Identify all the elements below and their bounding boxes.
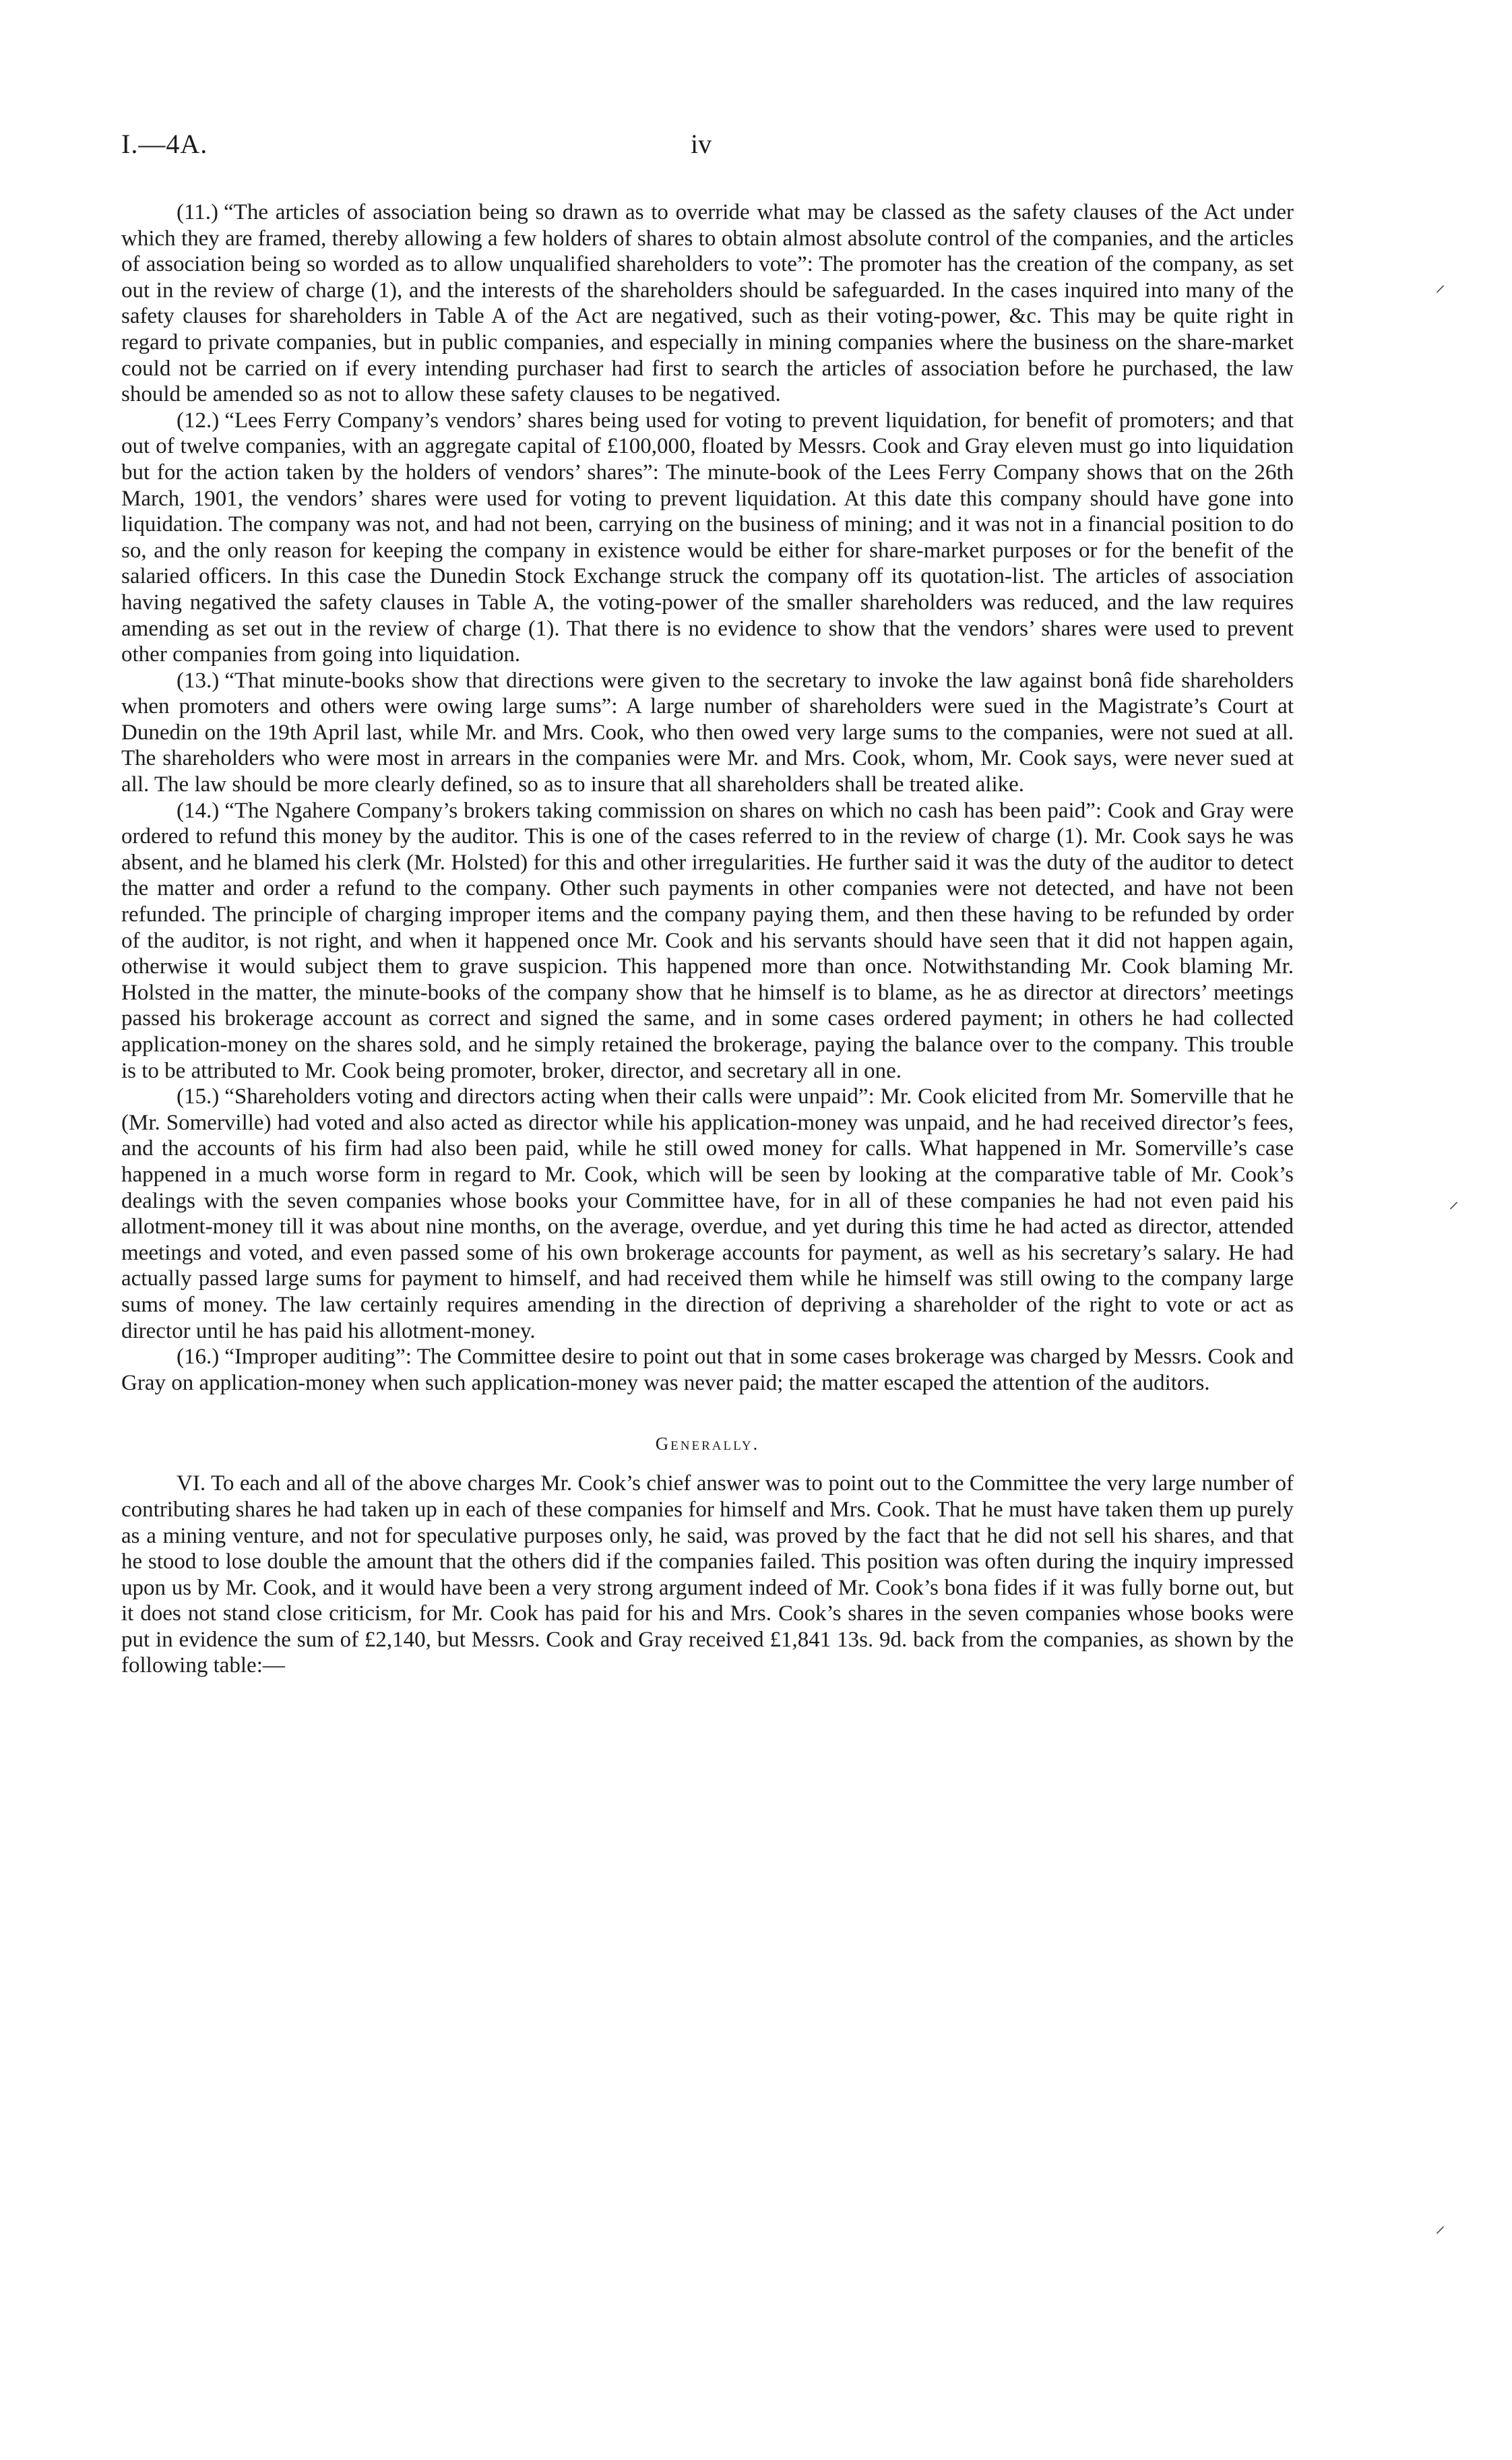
margin-mark-icon: ⸝ <box>1449 1190 1459 1213</box>
page-number: iv <box>691 129 712 159</box>
paragraph-number: (12.) <box>177 408 220 433</box>
paragraph-text: “The articles of association being so drawn as to override what may be classed as the safety clauses of the Act under which they are framed, thereby allowing a few holders of shares to obtain almost absolute control of the companies, and the articles of association being so worded as to allow unqualified shareholders to vote”: The promoter has the creation of the company, as set out in the review of charge (1), and the interests of the shareholders should be safeguarded. In the cases inquired into many of the safety clauses for shareholders in Table A of the Act are negatived, such as their voting-power, &c. This may be quite right in regard to private companies, but in public companies, and especially in mining companies where the business on the share-market could not be carried on if every intending purchaser had first to search the articles of association before he purchased, the law should be amended so as not to allow these safety clauses to be negatived. <box>121 200 1294 407</box>
paragraph-12 <box>121 408 1294 668</box>
section-text: To each and all of the above charges Mr. Cook’s chief answer was to point out to the Committee the very large number of contributing shares he had taken up in each of these companies for himself and Mrs. Cook. That he must have taken them up purely as a mining venture, and not for speculative purposes only, he said, was proved by the fact that he did not sell his shares, and that he stood to lose double the amount that the others did if the companies failed. This position was often during the inquiry impressed upon us by Mr. Cook, and it would have been a very strong argument indeed of Mr. Cook’s bona fides if it was fully borne out, but it does not stand close criticism, for Mr. Cook has paid for his and Mrs. Cook’s shares in the seven companies whose books were put in evidence the sum of £2,140, but Messrs. Cook and Gray received £1,841 13s. 9d. back from the companies, as shown by the following table:— <box>121 1471 1294 1678</box>
paragraph-14 <box>121 798 1294 1084</box>
paragraph-text: “Lees Ferry Company’s vendors’ shares being used for voting to prevent liquidation, for benefit of promoters; and that out of twelve companies, with an aggregate capital of £100,000, floated by Messrs. Cook and Gray eleven must go into liquidation but for the action taken by the holders of vendors’ shares”: The minute-book of the Lees Ferry Company shows that on the 26th March, 1901, the vendors’ shares were used for voting to prevent liquidation. At this date this company should have gone into liquidation. The company was not, and had not been, carrying on the business of mining; and it was not in a financial position to do so, and the only reason for keeping the company in existence would be either for share-market purposes or for the benefit of the salaried officers. In this case the Dunedin Stock Exchange struck the company off its quotation-list. The articles of association having negatived the safety clauses in Table A, the voting-power of the smaller shareholders was reduced, and the law requires amending as set out in the review of charge (1). That there is no evidence to show that the vendors’ shares were used to prevent other companies from going into liquidation. <box>121 408 1294 667</box>
paragraph-text: “That minute-books show that directions were given to the secretary to invoke the law against bonâ fide shareholders when promoters and others were owing large sums”: A large number of shareholders were sued in the Magistrate’s Court at Dunedin on the 19th April last, while Mr. and Mrs. Cook, who then owed very large sums to the companies, were not sued at all. The shareholders who were most in arrears in the companies were Mr. and Mrs. Cook, whom, Mr. Cook says, were never sued at all. The law should be more clearly defined, so as to insure that all shareholders shall be treated alike. <box>121 668 1294 797</box>
paragraph-text: “The Ngahere Company’s brokers taking commission on shares on which no cash has been paid”: Cook and Gray were ordered to refund this money by the auditor. This is one of the cases referred to in the review of charge (1). Mr. Cook says he was absent, and he blamed his clerk (Mr. Holsted) for this and other irregularities. He further said it was the duty of the auditor to detect the matter and order a refund to the company. Other such payments in other companies were not detected, and have not been refunded. The principle of charging improper items and the company paying them, and then these having to be refunded by order of the auditor, is not right, and when it happened once Mr. Cook and his servants should have seen that it did not happen again, otherwise it would subject them to grave suspicion. This happened more than once. Notwithstanding Mr. Cook blaming Mr. Holsted in the matter, the minute-books of the company show that he himself is to blame, as he as director at directors’ meetings passed his brokerage account as correct and signed the same, and in some cases ordered payment; in others he had collected application-money on the shares sold, and he simply retained the brokerage, paying the balance over to the company. This trouble is to be attributed to Mr. Cook being promoter, broker, director, and secretary all in one. <box>121 798 1294 1083</box>
paragraph-11 <box>121 199 1294 408</box>
paragraph-16 <box>121 1344 1294 1396</box>
paragraph-number: (13.) <box>177 668 220 693</box>
paragraph-number: (11.) <box>177 200 219 224</box>
paragraph-text: “Shareholders voting and directors acting when their calls were unpaid”: Mr. Cook elicited from Mr. Somerville that he (Mr. Somerville) had voted and also acted as director while his application-money was unpaid, and he had received director’s fees, and the accounts of his firm had also been paid, while he still owed money for calls. What happened in Mr. Somerville’s case happened in a much worse form in regard to Mr. Cook, which will be seen by looking at the comparative table of Mr. Cook’s dealings with the seven companies whose books your Committee have, for in all of these companies he had not even paid his allotment-money till it was about nine months, on the average, overdue, and yet during this time he had acted as director, attended meetings and voted, and even passed some of his own brokerage accounts for payment, as well as his secretary’s salary. He had actually passed large sums for payment to himself, and had received them while he himself was still owing to the company large sums of money. The law certainly requires amending in the direction of depriving a shareholder of the right to vote or act as director until he has paid his allotment-money. <box>121 1084 1294 1343</box>
section-number: VI. <box>177 1471 206 1496</box>
paragraph-number: (16.) <box>177 1345 220 1370</box>
paragraph-13 <box>121 668 1294 798</box>
paragraph-15 <box>121 1084 1294 1344</box>
section-heading: Generally. <box>655 1434 760 1454</box>
paragraph-number: (14.) <box>177 798 220 823</box>
document-reference: I.—4A. <box>121 129 208 159</box>
margin-mark-icon: ⸝ <box>1435 273 1445 297</box>
margin-mark-icon: ⸝ <box>1435 2214 1445 2238</box>
page-header <box>121 128 1294 175</box>
paragraph-text: “Improper auditing”: The Committee desire to point out that in some cases brokerage was charged by Messrs. Cook and Gray on application-money when such application-money was never paid; the matter escaped the attention of the auditors. <box>121 1345 1294 1395</box>
document-page <box>121 128 1294 1679</box>
paragraph-number: (15.) <box>177 1084 220 1109</box>
section-paragraph <box>121 1471 1294 1679</box>
